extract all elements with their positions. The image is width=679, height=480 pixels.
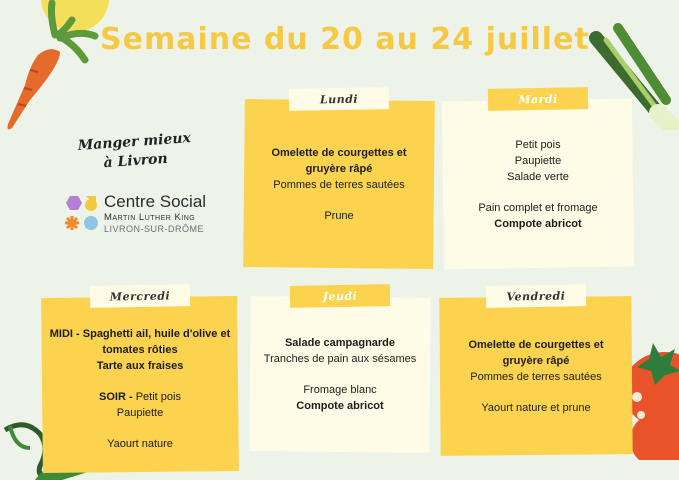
tagline-line-1: Manger mieux — [77, 130, 192, 154]
menu-line: gruyère râpé — [502, 354, 570, 367]
menu-line: Omelette de courgettes et — [271, 146, 407, 159]
menu-line: Compote abricot — [494, 217, 582, 230]
menu-line-text: Petit pois — [135, 391, 181, 403]
menu-line: Compote abricot — [296, 400, 384, 412]
menu-line: tomates rôties — [102, 344, 178, 356]
organization-subtitle: Martin Luther King — [104, 212, 196, 223]
menu-line: Pommes de terres sautées — [273, 178, 405, 191]
page-title: Semaine du 20 au 24 juillet — [100, 22, 590, 57]
carrot-icon — [0, 0, 110, 140]
menu-line — [99, 389, 181, 405]
menu-line: Pommes de terres sautées — [470, 370, 602, 383]
menu-line: Tarte aux fraises — [96, 360, 184, 372]
menu-line: Paupiette — [514, 154, 562, 167]
menu-line: Salade verte — [507, 170, 569, 183]
organization-logo — [60, 192, 230, 238]
day-label-vendredi: Vendredi — [486, 284, 586, 308]
menu-line: Yaourt nature — [107, 438, 173, 450]
day-label-mercredi: Mercredi — [90, 284, 190, 308]
day-card-lundi — [244, 92, 434, 268]
menu-line: Pain complet et fromage — [478, 201, 598, 214]
menu-line: Paupiette — [116, 407, 164, 419]
day-card-jeudi — [250, 289, 430, 452]
menu-line-prefix: SOIR - — [99, 391, 133, 403]
day-card-mardi — [443, 92, 633, 268]
menu-line: Prune — [324, 209, 354, 222]
menu-line: Tranches de pain aux sésames — [263, 353, 417, 365]
menu-line: Yaourt nature et prune — [481, 401, 591, 414]
menu-line: gruyère râpé — [305, 162, 373, 175]
day-card-vendredi — [440, 288, 632, 455]
menu-line: Salade campagnarde — [284, 337, 396, 349]
day-label-lundi: Lundi — [289, 87, 389, 111]
organization-place: LIVRON-SUR-DRÔME — [104, 224, 205, 234]
organization-name: Centre Social — [104, 192, 207, 211]
logo-mark-icon — [60, 194, 100, 234]
day-label-mardi: Mardi — [488, 87, 588, 111]
menu-line: Omelette de courgettes et — [468, 338, 604, 351]
menu-line: Fromage blanc — [303, 384, 377, 396]
menu-line: MIDI - Spaghetti ail, huile d'olive et — [49, 328, 231, 340]
menu-line: Petit pois — [515, 138, 561, 151]
day-label-jeudi: Jeudi — [290, 284, 390, 308]
tagline-line-2: à Livron — [103, 150, 169, 172]
day-card-mercredi — [42, 288, 238, 472]
